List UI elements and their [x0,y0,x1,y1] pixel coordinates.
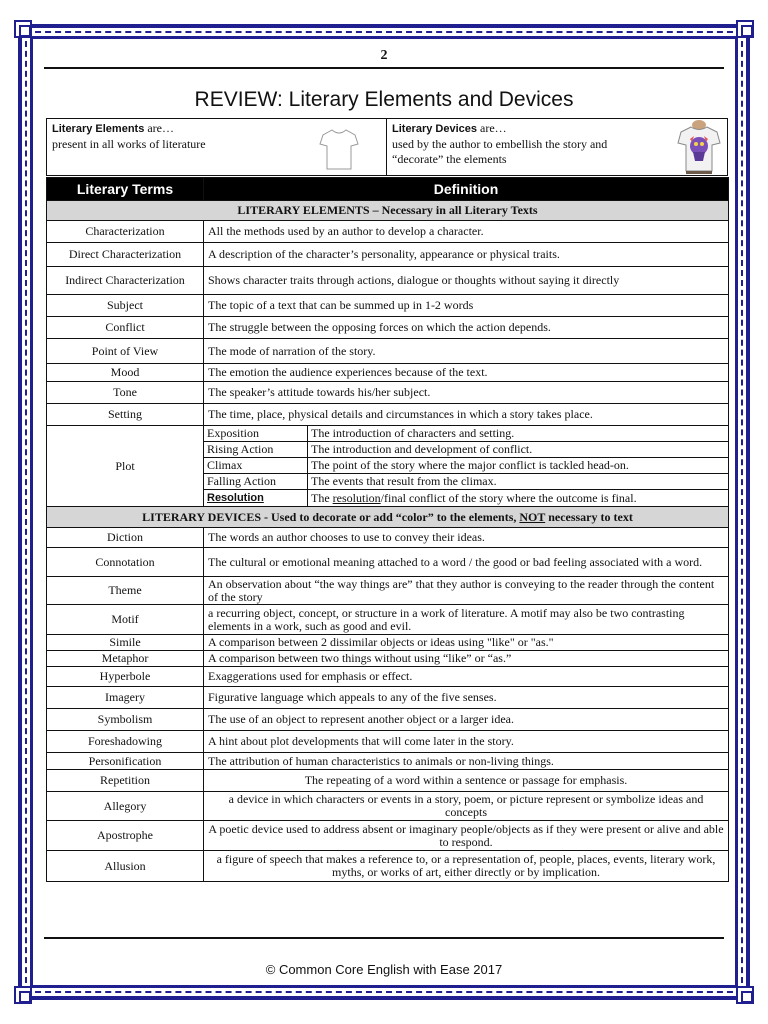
resolution-text-pre: The [311,490,333,505]
element-row [47,267,729,295]
device-row [47,577,729,605]
header-definition: Definition [204,178,729,201]
header-literary-terms: Literary Terms [47,178,204,201]
definition-cell: a recurring object, concept, or structure in a work of literature. A motif may also be two contrasting elements in a work, such as good and evil. [204,605,729,635]
corner-ornament-bottom-right [736,986,754,1004]
term-cell: Tone [47,382,204,404]
section-devices-not: NOT [519,509,546,524]
element-row [47,404,729,426]
definition-cell: Shows character traits through actions, dialogue or thoughts without saying it directly [204,267,729,295]
plot-part-definition: The point of the story where the major conflict is tackled head-on. [308,458,729,474]
definition-cell: The speaker’s attitude towards his/her subject. [204,382,729,404]
plot-part-row [204,474,728,490]
definition-cell: a device in which characters or events in a story, poem, or picture represent or symbolize ideas and concepts [204,792,729,821]
term-cell: Allegory [47,792,204,821]
definition-cell: The mode of narration of the story. [204,339,729,364]
plot-row [47,426,729,507]
definition-cell: A description of the character’s personality, appearance or physical traits. [204,243,729,267]
term-cell: Personification [47,753,204,770]
definition-cell: The words an author chooses to use to convey their ideas. [204,528,729,548]
plot-part-row-resolution [204,490,728,507]
definition-cell: a figure of speech that makes a reference to, or a representation of, people, places, events, literary work, myths, or works of art, either directly or by implication. [204,851,729,882]
footer-copyright: © Common Core English with Ease 2017 [265,962,503,977]
device-row [47,687,729,709]
term-cell: Connotation [47,548,204,577]
literary-terms-table [46,177,729,882]
term-cell: Indirect Characterization [47,267,204,295]
definition-cell: A comparison between two things without using “like” or “as.” [204,651,729,667]
devices-intro [387,119,727,175]
term-cell: Subject [47,295,204,317]
table-body [47,201,729,882]
header-rule [44,67,724,69]
definition-cell: All the methods used by an author to develop a character. [204,221,729,243]
definition-cell: Figurative language which appeals to any of the five senses. [204,687,729,709]
resolution-text-post: /final conflict of the story where the outcome is final. [380,490,637,505]
elements-intro [47,119,387,175]
plot-parts-cell [204,426,729,507]
definition-cell: The time, place, physical details and circumstances in which a story takes place. [204,404,729,426]
device-row [47,792,729,821]
definition-cell: The struggle between the opposing forces on which the action depends. [204,317,729,339]
term-cell: Point of View [47,339,204,364]
corner-ornament-top-left [14,20,32,38]
term-cell: Characterization [47,221,204,243]
plot-parts-table [204,426,728,506]
decorated-tshirt-icon [677,119,721,175]
definition-cell: The cultural or emotional meaning attached to a word / the good or bad feeling associated with a word. [204,548,729,577]
device-row [47,851,729,882]
definition-cell: The use of an object to represent another object or a larger idea. [204,709,729,731]
device-row [47,821,729,851]
plot-part-label: Exposition [204,426,308,442]
section-devices-text-pre: LITERARY DEVICES - Used to decorate or add “color” to the elements, [142,509,520,524]
definition-cell: The repeating of a word within a sentence or passage for emphasis. [204,770,729,792]
resolution-word: resolution [332,490,381,505]
term-cell: Apostrophe [47,821,204,851]
element-row [47,295,729,317]
definition-cell: The topic of a text that can be summed up in 1-2 words [204,295,729,317]
plot-term: Plot [47,426,204,507]
intro-box [46,118,728,176]
term-cell: Direct Characterization [47,243,204,267]
term-cell: Setting [47,404,204,426]
device-row [47,528,729,548]
term-cell: Theme [47,577,204,605]
plot-part-definition: The introduction and development of conflict. [308,442,729,458]
device-row [47,667,729,687]
device-row [47,548,729,577]
element-row [47,317,729,339]
term-cell: Hyperbole [47,667,204,687]
page-number: 2 [380,48,388,63]
page-title: REVIEW: Literary Elements and Devices [194,88,574,111]
devices-text-line2: “decorate” the elements [392,152,507,166]
element-row [47,221,729,243]
section-literary-devices [47,507,729,528]
section-literary-elements: LITERARY ELEMENTS – Necessary in all Literary Texts [47,201,729,221]
corner-ornament-bottom-left [14,986,32,1004]
plot-part-row [204,458,728,474]
plot-part-definition: The events that result from the climax. [308,474,729,490]
plot-part-definition: The introduction of characters and setting. [308,426,729,442]
section-literary-devices-row [47,507,729,528]
elements-suffix: are… [144,121,174,135]
plot-part-label: Falling Action [204,474,308,490]
plain-tshirt-icon [319,127,359,171]
term-cell: Repetition [47,770,204,792]
term-cell: Allusion [47,851,204,882]
plot-part-row [204,426,728,442]
definition-cell: Exaggerations used for emphasis or effect. [204,667,729,687]
device-row [47,605,729,635]
elements-label: Literary Elements [52,123,145,135]
device-row [47,635,729,651]
device-row [47,709,729,731]
term-cell: Motif [47,605,204,635]
devices-text-line1: used by the author to embellish the story and [392,137,608,151]
plot-part-label: Rising Action [204,442,308,458]
device-row [47,731,729,753]
plot-part-definition-resolution [308,490,729,507]
definition-cell: The attribution of human characteristics to animals or non-living things. [204,753,729,770]
devices-label: Literary Devices [392,123,477,135]
device-row [47,753,729,770]
device-row [47,651,729,667]
footer-rule [44,937,724,939]
corner-ornament-top-right [736,20,754,38]
resolution-label: Resolution [207,492,264,504]
definition-cell: A poetic device used to address absent or imaginary people/objects as if they were present or alive and able to respond. [204,821,729,851]
element-row [47,364,729,382]
term-cell: Imagery [47,687,204,709]
plot-part-row [204,442,728,458]
definition-cell: The emotion the audience experiences because of the text. [204,364,729,382]
term-cell: Conflict [47,317,204,339]
term-cell: Foreshadowing [47,731,204,753]
term-cell: Mood [47,364,204,382]
plot-part-label-resolution [204,490,308,507]
term-cell: Diction [47,528,204,548]
plot-part-label: Climax [204,458,308,474]
element-row [47,243,729,267]
term-cell: Simile [47,635,204,651]
definition-cell: An observation about “the way things are” that they author is conveying to the reader through the content of the story [204,577,729,605]
term-cell: Metaphor [47,651,204,667]
element-row [47,382,729,404]
definition-cell: A comparison between 2 dissimilar objects or ideas using "like" or "as." [204,635,729,651]
element-row [47,339,729,364]
device-row [47,770,729,792]
elements-text: present in all works of literature [52,137,206,151]
devices-suffix: are… [477,121,507,135]
section-devices-text-post: necessary to text [545,509,633,524]
definition-cell: A hint about plot developments that will come later in the story. [204,731,729,753]
term-cell: Symbolism [47,709,204,731]
